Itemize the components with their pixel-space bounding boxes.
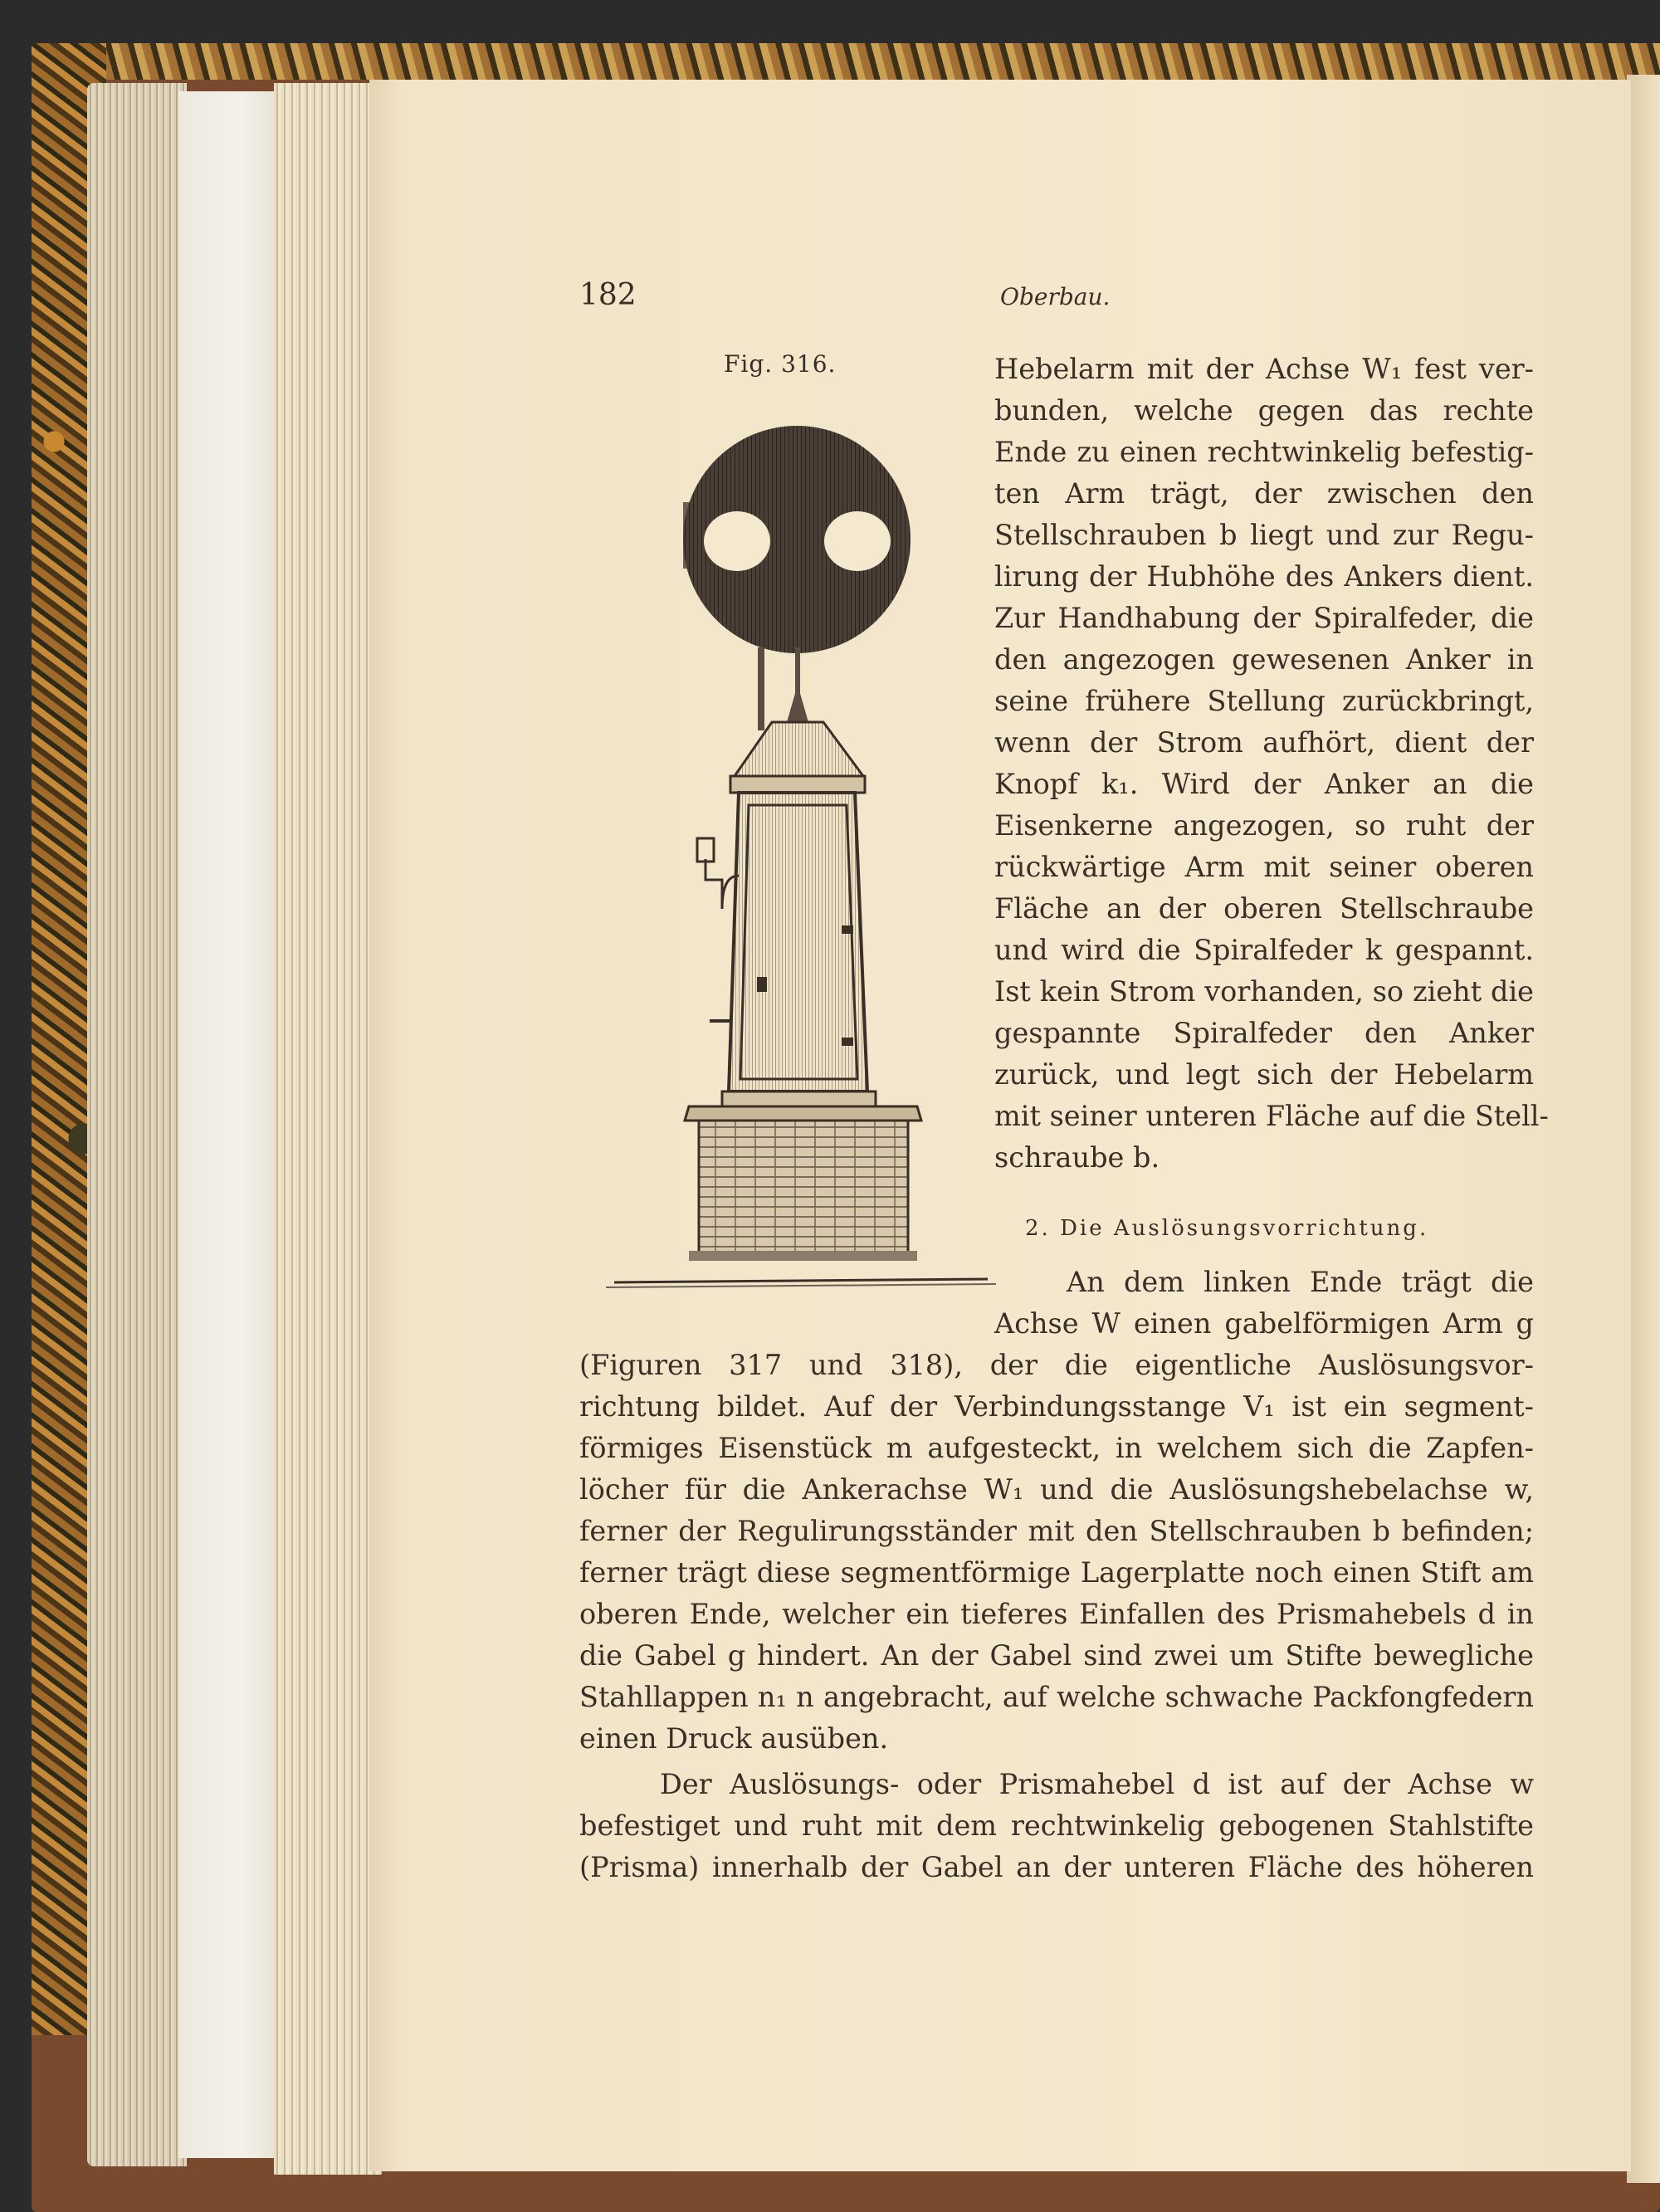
text-line: ferner trägt diese segmentförmige Lagerplatte noch einen Stift am: [579, 1556, 1534, 1589]
text-line: Stahllappen n₁ n angebracht, auf welche schwache Packfongfedern: [579, 1681, 1534, 1713]
spindle-cone: [787, 685, 808, 722]
text-line: seine frühere Stellung zurückbringt,: [994, 685, 1534, 717]
hinge-upper: [842, 925, 853, 934]
text-line: Ende zu einen rechtwinkelig befestig-: [994, 436, 1534, 468]
spindle-rod-left: [758, 647, 764, 730]
text-line: förmiges Eisenstück m aufgesteckt, in welchem sich die Zapfen-: [579, 1432, 1534, 1464]
text-line: oberen Ende, welcher ein tieferes Einfallen des Prismahebels d in: [579, 1598, 1534, 1630]
page-stack-right: [1627, 75, 1660, 2183]
text-line: die Gabel g hindert. An der Gabel sind zwei um Stifte bewegliche: [579, 1639, 1534, 1672]
text-line: ten Arm trägt, der zwischen den: [994, 477, 1534, 510]
section-title: 2. Die Auslösungsvorrichtung.: [1025, 1216, 1429, 1241]
base-plate: [722, 1091, 876, 1106]
text-line: Eisenkerne angezogen, so ruht der: [994, 809, 1534, 842]
page-number: 182: [579, 278, 637, 312]
facing-page-blank: [178, 91, 282, 2158]
text-line: schraube b.: [994, 1141, 1160, 1174]
text-line: wenn der Strom aufhört, dient der: [994, 726, 1534, 759]
text-line: richtung bildet. Auf der Verbindungsstange V₁ ist ein segment-: [579, 1390, 1534, 1423]
text-line: (Prisma) innerhalb der Gabel an der unteren Fläche des höheren: [579, 1851, 1534, 1883]
keyhole: [757, 977, 767, 992]
text-line: Knopf k₁. Wird der Anker an die: [994, 768, 1534, 800]
plinth-foot: [689, 1251, 917, 1261]
marbled-edge-top: [106, 43, 1660, 80]
disc-lens-left: [704, 511, 770, 571]
disc-lens-right: [824, 511, 891, 571]
ground-shadow: [606, 1284, 996, 1287]
text-line: ferner der Regulirungsständer mit den Stellschrauben b befinden;: [579, 1515, 1534, 1547]
page-stack-left: [87, 83, 187, 2166]
plinth-top: [685, 1106, 921, 1121]
text-line: befestiget und ruht mit dem rechtwinkelig gebogenen Stahlstifte: [579, 1809, 1534, 1842]
housing-body: [729, 793, 867, 1091]
brick-plinth: [699, 1121, 908, 1253]
figure-caption: Fig. 316.: [724, 350, 837, 378]
ground-line: [614, 1279, 988, 1282]
text-line: löcher für die Ankerachse W₁ und die Auslösungshebelachse w,: [579, 1473, 1534, 1506]
page-stack-gutter: [274, 83, 382, 2175]
text-line: Fläche an der oberen Stellschraube: [994, 892, 1534, 925]
signal-illustration: [606, 411, 996, 1299]
text-line: einen Druck ausüben.: [579, 1722, 889, 1755]
text-line: bunden, welche gegen das rechte: [994, 394, 1534, 427]
text-line: und wird die Spiralfeder k gespannt.: [994, 934, 1534, 966]
text-line: An dem linken Ende trägt die: [1067, 1266, 1534, 1298]
text-line: Stellschrauben b liegt und zur Regu-: [994, 519, 1534, 551]
roof-ledge: [730, 776, 865, 793]
text-line: den angezogen gewesenen Anker in: [994, 643, 1534, 676]
text-line: Achse W einen gabelförmigen Arm g: [994, 1307, 1534, 1340]
text-line: Ist kein Strom vorhanden, so zieht die: [994, 975, 1534, 1008]
text-line: rückwärtige Arm mit seiner oberen: [994, 851, 1534, 883]
text-line: Hebelarm mit der Achse W₁ fest ver-: [994, 353, 1534, 385]
running-head: Oberbau.: [1000, 283, 1111, 310]
text-line: (Figuren 317 und 318), der die eigentliche Auslösungsvor-: [579, 1349, 1534, 1381]
text-line: mit seiner unteren Fläche auf die Stell-: [994, 1100, 1549, 1132]
text-line: Zur Handhabung der Spiralfeder, die: [994, 602, 1534, 634]
housing-roof: [735, 722, 863, 776]
text-line: Der Auslösungs- oder Prismahebel d ist auf der Achse w: [660, 1768, 1534, 1800]
text-line: lirung der Hubhöhe des Ankers dient.: [994, 560, 1534, 593]
text-line: gespannte Spiralfeder den Anker: [994, 1017, 1534, 1049]
text-line: zurück, und legt sich der Hebelarm: [994, 1058, 1534, 1091]
hinge-lower: [842, 1038, 853, 1046]
lever-handle: [697, 838, 714, 862]
